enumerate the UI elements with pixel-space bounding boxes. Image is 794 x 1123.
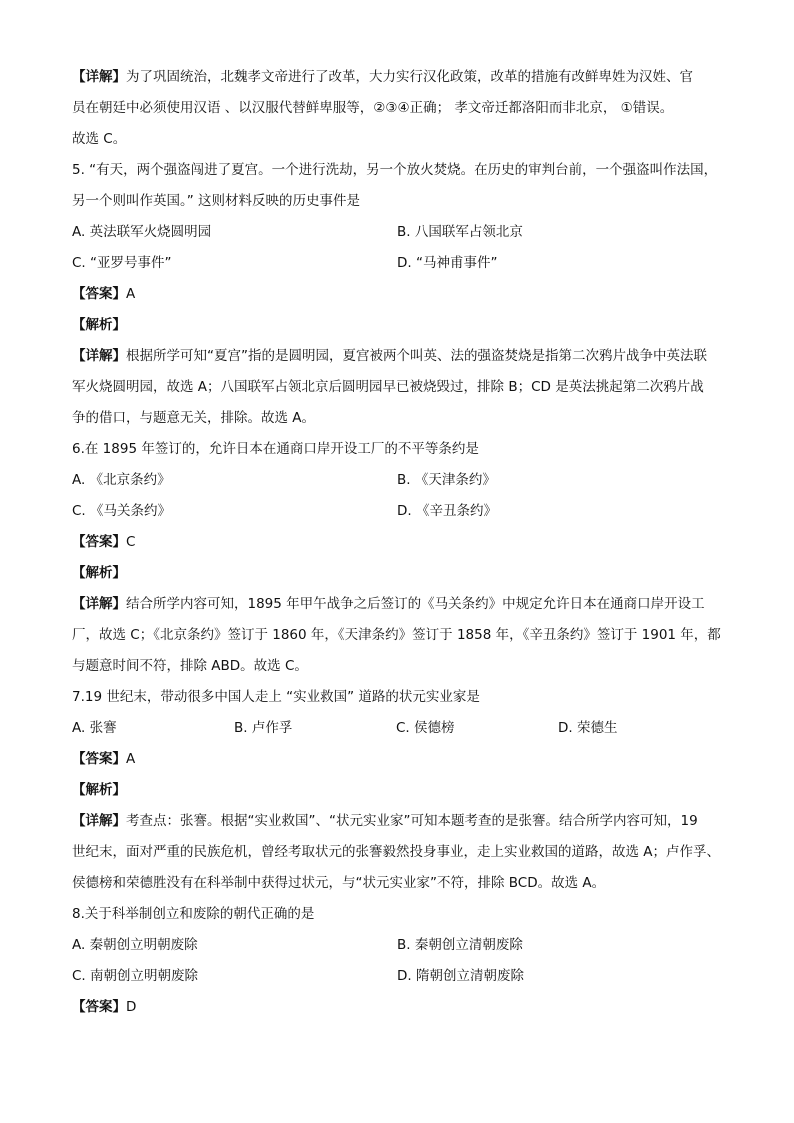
answer-value: A: [126, 751, 136, 767]
option-text: A. 张謇: [72, 720, 117, 736]
option-text: B. 卢作孚: [234, 720, 293, 736]
detail-line: [72, 62, 722, 93]
option-text: B. 《天津条约》: [397, 472, 496, 488]
detail-text: 为了巩固统治，北魏孝文帝进行了改革，大力实行汉化政策，改革的措施有改鲜卑姓为汉姓、官: [126, 69, 693, 85]
detail-label: 【详解】: [72, 348, 126, 364]
detail-text: 考查点：张謇。根据“实业救国”、“状元实业家”可知本题考查的是张謇。结合所学内容可知，19: [126, 813, 698, 829]
detail-line: [72, 93, 722, 124]
option-text: C. 《马关条约》: [72, 503, 172, 519]
analysis-label: 【解析】: [72, 317, 126, 333]
question-line: 6.在 1895 年签订的，允许日本在通商口岸开设工厂的不平等条约是: [72, 441, 479, 457]
answer-label: 【答案】: [72, 751, 126, 767]
detail-line: [72, 372, 722, 403]
options-row: [72, 248, 722, 279]
document-page: [72, 62, 722, 1023]
detail-text: 与题意时间不符，排除 ABD。故选 C。: [72, 658, 308, 674]
option-text: D. 《辛丑条约》: [397, 503, 497, 519]
detail-text: 侯德榜和荣德胜没有在科举制中获得过状元，与“状元实业家”不符，排除 BCD。故选 A。: [72, 875, 606, 891]
option-text: A. 秦朝创立明朝废除: [72, 937, 198, 953]
detail-line: [72, 837, 722, 868]
detail-line: [72, 651, 722, 682]
answer-line: [72, 527, 722, 558]
options-row: [72, 465, 722, 496]
detail-text: 根据所学可知“夏宫”指的是圆明园，夏宫被两个叫英、法的强盗焚烧是指第二次鸦片战争中英法联: [126, 348, 707, 364]
option-text: A. 英法联军火烧圆明园: [72, 224, 212, 240]
answer-line: [72, 992, 722, 1023]
answer-label: 【答案】: [72, 286, 126, 302]
detail-line: [72, 868, 722, 899]
options-row: [72, 496, 722, 527]
detail-text: 厂，故选 C；《北京条约》签订于 1860 年，《天津条约》签订于 1858 年，《辛丑条约》签订于 1901 年，都: [72, 627, 721, 643]
detail-line: [72, 124, 722, 155]
options-row: [72, 713, 722, 744]
detail-line: [72, 589, 722, 620]
question-line: 8.关于科举制创立和废除的朝代正确的是: [72, 906, 315, 922]
detail-label: 【详解】: [72, 596, 126, 612]
options-row: [72, 930, 722, 961]
analysis-heading: [72, 775, 722, 806]
options-row: [72, 961, 722, 992]
option-text: B. 八国联军占领北京: [397, 224, 523, 240]
option-text: A. 《北京条约》: [72, 472, 171, 488]
detail-line: [72, 341, 722, 372]
detail-label: 【详解】: [72, 69, 126, 85]
question-line: 另一个则叫作英国。” 这则材料反映的历史事件是: [72, 193, 361, 209]
option-text: D. 隋朝创立清朝废除: [397, 968, 524, 984]
answer-line: [72, 279, 722, 310]
answer-line: [72, 744, 722, 775]
options-row: [72, 217, 722, 248]
analysis-heading: [72, 558, 722, 589]
answer-value: D: [126, 999, 137, 1015]
detail-line: [72, 806, 722, 837]
option-text: D. 荣德生: [558, 720, 618, 736]
option-text: C. 侯德榜: [396, 720, 455, 736]
question-line: 5. “有天，两个强盗闯进了夏宫。一个进行洗劫，另一个放火焚烧。在历史的审判台前，一个强盗叫作法国，: [72, 162, 718, 178]
analysis-label: 【解析】: [72, 565, 126, 581]
detail-line: [72, 403, 722, 434]
answer-value: A: [126, 286, 136, 302]
detail-label: 【详解】: [72, 813, 126, 829]
option-text: D. “马神甫事件”: [397, 255, 498, 271]
answer-label: 【答案】: [72, 999, 126, 1015]
analysis-label: 【解析】: [72, 782, 126, 798]
answer-value: C: [126, 534, 136, 550]
option-text: C. 南朝创立明朝废除: [72, 968, 199, 984]
analysis-heading: [72, 310, 722, 341]
answer-label: 【答案】: [72, 534, 126, 550]
question-line: 7.19 世纪末，带动很多中国人走上 “实业救国” 道路的状元实业家是: [72, 689, 480, 705]
option-text: B. 秦朝创立清朝废除: [397, 937, 523, 953]
detail-line: [72, 620, 722, 651]
detail-text: 争的借口，与题意无关，排除。故选 A。: [72, 410, 316, 426]
detail-text: 结合所学内容可知，1895 年甲午战争之后签订的《马关条约》中规定允许日本在通商口岸开设工: [126, 596, 705, 612]
detail-text: 故选 C。: [72, 131, 127, 147]
detail-text: 员在朝廷中必须使用汉语 、以汉服代替鲜卑服等，②③④正确； 孝文帝迁都洛阳而非北京， ①错误。: [72, 100, 674, 116]
option-text: C. “亚罗号事件”: [72, 255, 172, 271]
detail-text: 世纪末，面对严重的民族危机，曾经考取状元的张謇毅然投身事业，走上实业救国的道路，故选 A；卢作孚、: [72, 844, 721, 860]
detail-text: 军火烧圆明园，故选 A；八国联军占领北京后圆明园早已被烧毁过，排除 B；CD 是英法挑起第二次鸦片战: [72, 379, 704, 395]
